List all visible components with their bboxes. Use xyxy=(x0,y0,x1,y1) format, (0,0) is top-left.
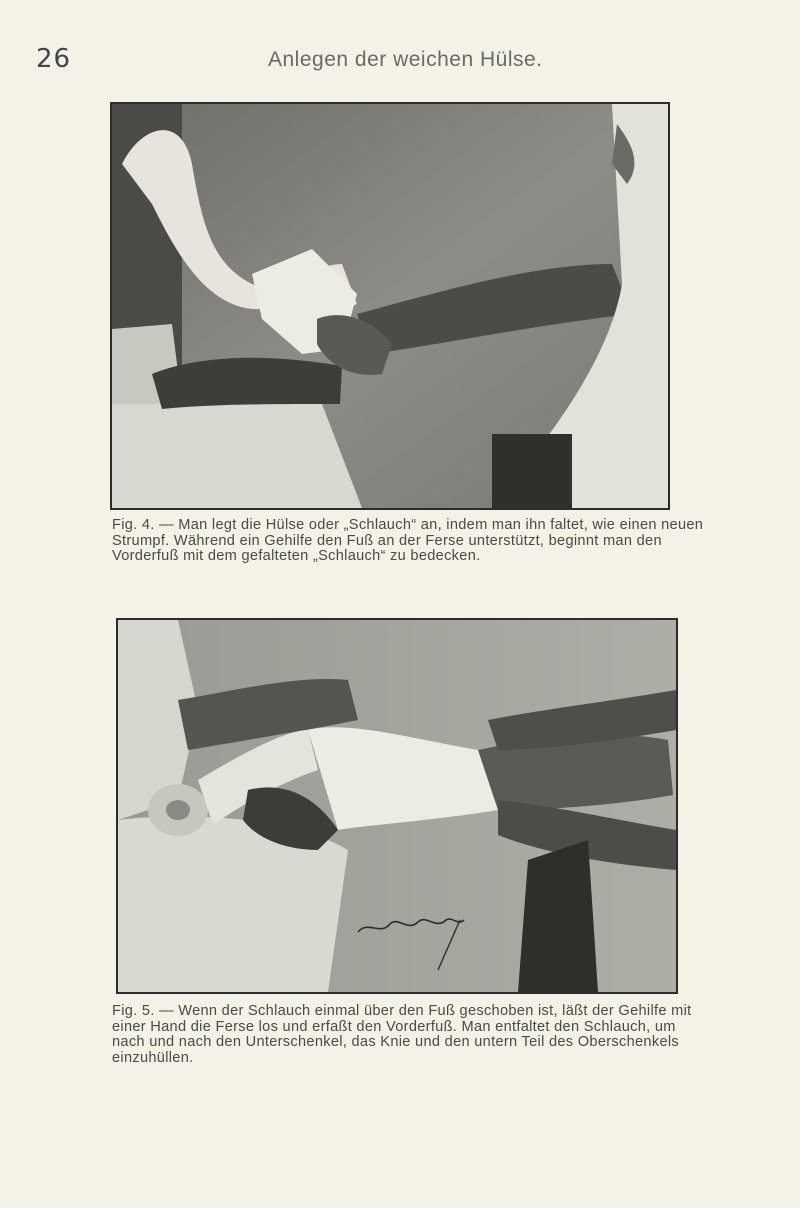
page-number: 26 xyxy=(36,44,72,74)
figure-5-caption xyxy=(112,1004,712,1066)
running-head: Anlegen der weichen Hülse. xyxy=(268,48,543,71)
figure-4-caption xyxy=(112,518,712,565)
figure-5-text: — Wenn der Schlauch einmal über den Fuß geschoben ist, läßt der Gehilfe mit einer Hand die Ferse los und erfaßt den Vorderfuß. Man entfaltet den Schlauch, um nach und nach den Unterschenkel, das Knie und den untern Teil des Oberschenkels einzuhüllen. xyxy=(112,1003,692,1066)
figure-5-label: Fig. 5. xyxy=(112,1003,155,1019)
figure-4-text: — Man legt die Hülse oder „Schlauch“ an, indem man ihn faltet, wie einen neuen Strumpf. Während ein Gehilfe den Fuß an der Ferse unterstützt, beginnt man den Vorderfuß mit dem gefalteten „Schlauch“ zu bedecken. xyxy=(112,517,704,565)
figure-4-photograph xyxy=(110,102,670,510)
figure-5-photograph xyxy=(116,618,678,994)
figure-4-label: Fig. 4. xyxy=(112,517,155,533)
